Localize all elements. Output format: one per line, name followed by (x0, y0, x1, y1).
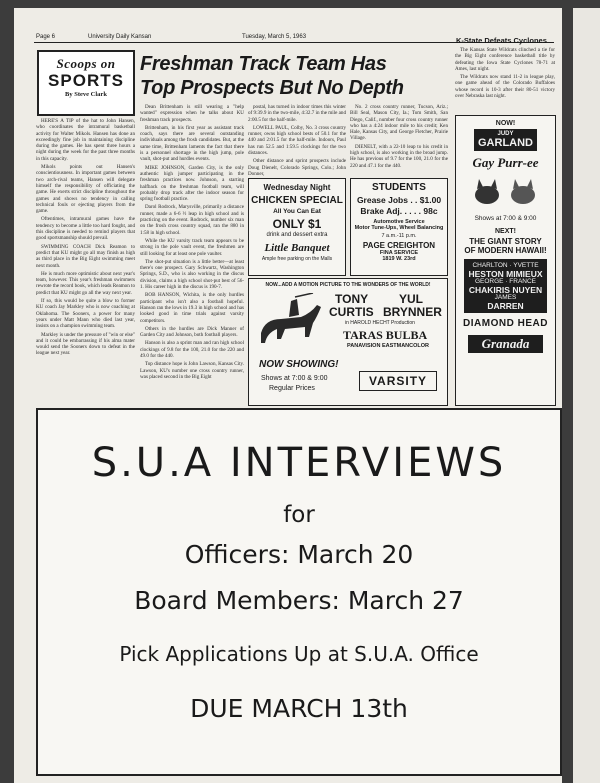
cast-first: FRANCE (509, 278, 537, 285)
adjacent-page-edge (573, 8, 600, 783)
cast-first: GEORGE (474, 278, 504, 285)
paragraph: If so, this would be quite a blow to former KU coach Jay Markley who is now coaching at Oklahoma. The Sooners, a power for many years under Matt Mann who died last year, insists on a champion swimming team. (36, 298, 135, 330)
star-first-name: TONY (335, 292, 369, 306)
ad-line: Little Banquet (264, 242, 330, 254)
column-middle-2 (248, 104, 346, 176)
paragraph: Oftentimes, intramural games have the tendency to become a little too hard fought, and this discipline is needed to remind players that good sportsmanship should prevail. (36, 216, 135, 242)
star-last-name: BRYNNER (383, 305, 442, 319)
paragraph: Darol Rodrock, Marysville, primarily a distance runner, made a 6-6 ½ leap in high school and is practicing on the event. Rodrock, number six man on the frosh cross country squad, ran the 880 in 1:58 in high school. (140, 204, 244, 236)
ad-line: ONLY $1 (272, 217, 322, 231)
ad-line: 7 a.m.-11 p.m. (381, 233, 417, 239)
paragraph: Other distance and sprint prospects include Doug Dienelt, Colorado Springs, Colo.; John Donner, (248, 158, 346, 176)
ad-line: PAGE CREIGHTON (362, 241, 436, 250)
cast-first: JAMES (494, 294, 517, 301)
paragraph: The Wildcats now stand 11-2 in league play, one game ahead of the Colorado Buffaloes whose record is 10-3 after their 80-51 victory over Nebraska last night. (455, 74, 555, 100)
paragraph: BOB HANSON, Wichita, is the only hurdles participant who isn't also a football hopeful. Hanson ran the lows in 19.3 in high school and has looked good in time trials against varsity competitors. (140, 292, 244, 324)
star-first-name: YUL (399, 292, 423, 306)
showtimes: Shows at 7:00 & 9:00 (474, 215, 537, 222)
paragraph: Top distance hope is John Lawson, Kansas City. Lawson, KU's number one cross country runner, was placed second in the Big Eight (140, 361, 244, 380)
theatre-name: Granada (468, 335, 543, 353)
film-title: TARAS BULBA (343, 328, 428, 342)
paragraph: HERE'S A TIP of the hat to John Hansen, who coordinates the intramural basketball activity for Walter Mikols. Hansen has done an exceedingly fine job in maintaining discipline during the games. He has spent three hours a night during the week for the past three months in this capacity. (36, 118, 135, 162)
ad-line: NEXT! (495, 228, 516, 235)
logo-byline: By Steve Clark (65, 91, 107, 98)
column-right (455, 47, 555, 109)
ad-line: Brake Adj. . . . . 98c (360, 206, 438, 216)
cat-illustration (467, 173, 545, 209)
cast-last: HESTON (468, 269, 504, 279)
column-logo (37, 50, 135, 116)
headline: Freshman Track Team Has Top Prospects But No Depth (140, 53, 404, 99)
ad-line: Wednesday Night (263, 183, 331, 192)
paragraph: DIENELT, with a 22-10 leap to his credit in high school, is also working in the broad jump. He has previous of 9.7 for the 100, 21.0 for the 220 and 47.1 for the 440. (350, 143, 448, 169)
cast-last: CHAKIRIS (468, 285, 510, 295)
paragraph: While the KU varsity track team appears to be strong in the pole vault event, the freshmen are still looking for at least one pole vaulter. (140, 237, 244, 257)
ad-line: drink and dessert extra (266, 232, 328, 238)
ad-line: Grease Jobs . . $1.00 (356, 195, 442, 205)
column-middle (140, 104, 244, 406)
paragraph: Mikols points out Hansen's conscientiousness. In important games between two arch-rival teams, Hansen will delegate himself the responsibility of officiating the game. He exerts strict discipline throughout the games and shows no tendency in calling technical fouls or ejecting players from the game. (36, 164, 135, 215)
page-number: Page 6 (36, 34, 56, 40)
column-left (36, 118, 135, 406)
logo-line1: Scoops on (56, 56, 116, 71)
cast-last: NUYEN (512, 285, 543, 295)
showtimes: Shows at 7:00 & 9:00 (261, 375, 328, 382)
horse-rider-illustration (255, 293, 327, 349)
paragraph: The Kansas State Wildcats clinched a tie for the Big Eight conference basketball title by defeating the Iowa State Cyclones 78-71 at Ames, last night. (455, 47, 555, 72)
ad-granada: NOW! JUDY GARLAND Gay Purr-ee Shows at 7:00 & 9:00 NEXT! THE GIANT STORY OF MODERN HAWAII! CHARLTON · YVETTE HESTON MIMIEUX GEORGE · FRANCE CHAKIRIS NUYEN JAMES DARREN DIAMOND HEAD Granada (455, 115, 556, 406)
paragraph: Markley is under the pressure of "win or else" and it could be embarrassing if his alma mater would send the Sooners down to defeat in the league next year. (36, 331, 135, 357)
ad-line: Motor Tune-Ups, Wheel Balancing (354, 225, 444, 231)
film-format: PANAVISION EASTMANCOLOR (347, 343, 429, 349)
theatre-name: VARSITY (359, 371, 437, 391)
ad-line: THE GIANT STORY (469, 237, 542, 246)
sua-title: S.U.A INTERVIEWS (91, 440, 507, 486)
ad-sua-interviews (36, 408, 562, 776)
ad-chicken-special (248, 178, 346, 276)
paragraph: Others in the hurdles are Dick Manner of Garden City and Johnson, both football players. (140, 325, 244, 339)
ad-line: NOW...ADD A MOTION PICTURE TO THE WONDERS OF THE WORLD! (265, 282, 431, 288)
ad-line: All You Can Eat (273, 208, 321, 215)
cast-last: DARREN (487, 301, 524, 311)
ad-line: NOW! (495, 120, 516, 127)
sua-officers-date: Officers: March 20 (184, 540, 414, 569)
ad-students-service (350, 178, 448, 276)
ad-line: STUDENTS (372, 182, 426, 193)
ad-line: CHICKEN SPECIAL (251, 195, 343, 206)
ad-line: Automotive Service (373, 219, 425, 225)
logo-line2: SPORTS (48, 71, 124, 90)
producer-credit: in HAROLD HECHT Production (345, 320, 415, 326)
ad-taras-bulba (248, 278, 448, 406)
ad-line: OF MODERN HAWAII! (464, 246, 547, 255)
paragraph: postal, has turned in indoor times this winter of 9:39.9 in the two-mile, 4:32.7 in the mile and 2:00.5 for the half-mile. (248, 104, 346, 123)
paper-name: University Daily Kansan (88, 34, 152, 40)
paragraph: The shot-put situation is a little better—at least there's one prospect. Gary Schwartz, Washington Springs, S.D., who is also working in the discus division, claims a high school shot-put best of 56-1. His career high in the discus is 190-7. (140, 258, 244, 291)
ad-line: 1819 W. 23rd (382, 256, 416, 262)
cast-first: YVETTE (513, 262, 539, 269)
star-first-name: JUDY (497, 131, 514, 137)
paragraph: Brittenham, in his first year as assistant track coach, says there are several outstanding individuals among the frosh candidates. But, at the same time, Brittenham laments the fact that there is a personnel shortage in the high jump, pole vault, shot-put and hurdles events. (140, 124, 244, 163)
paragraph: He is much more optimistic about next year's team, however. This year's freshman swimmers rewrote the record book, which leads Reamon to predict that KU might go all the way next year. (36, 270, 135, 296)
paragraph: Dean Brittenham is still wearing a "help wanted" expression when he talks about KU freshman track prospects. (140, 104, 244, 123)
now-showing: NOW SHOWING! (259, 359, 339, 370)
issue-date: Tuesday, March 5, 1963 (242, 34, 307, 40)
column-middle-3 (350, 104, 448, 176)
paragraph: LOWELL PAUL, Colby, No. 3 cross country runner, owns high school bests of 50.1 for the 440 and 2:01.5 for the half-mile. Indoors, Paul has run 52.5 and 1:59.5 clockings for the two distances. (248, 124, 346, 157)
star-last-name: CURTIS (329, 305, 374, 319)
ad-line: FINA SERVICE (379, 250, 419, 256)
cast-first: CHARLTON (472, 262, 508, 269)
paragraph: MIKE JOHNSON, Garden City, is the only authentic high jumper participating in the freshman practices now. Johnson, a starting halfback on the freshman football team, will probably drop track after the indoor season for spring football practice. (140, 164, 244, 203)
paragraph: No. 2 cross country runner, Tucson, Ariz.; Bill Seal, Mason City, Ia.; Tom Smith, San Diego, Calif., number four cross country runner who has a 4:24 indoor mile to his credit; Ken Hale, Kansas City, and George Fletcher, Prairie Village. (350, 104, 448, 142)
sua-due-date: DUE MARCH 13th (190, 694, 408, 723)
film-title: DIAMOND HEAD (463, 318, 548, 329)
kstate-headline: K-State Defeats Cyclones (456, 36, 547, 45)
star-last-name: GARLAND (478, 137, 533, 149)
sua-for: for (283, 502, 315, 528)
prices: Regular Prices (269, 385, 315, 392)
sua-board-date: Board Members: March 27 (134, 586, 464, 615)
paragraph: SWIMMING COACH Dick Reamon to predict that KU might go all may finish as high as third place in the Big Eight swimming meet next month. (36, 243, 135, 269)
paragraph: Hanson is also a sprint man and ran high school clockings of 9.8 for the 100, 21.0 for the 220 and 49.0 for the 440. (140, 340, 244, 359)
sua-pick-up: Pick Applications Up at S.U.A. Office (119, 642, 479, 666)
film-title: Gay Purr-ee (472, 155, 539, 170)
cast-last: MIMIEUX (506, 269, 543, 279)
ad-line: Ample free parking on the Malls (261, 256, 333, 262)
